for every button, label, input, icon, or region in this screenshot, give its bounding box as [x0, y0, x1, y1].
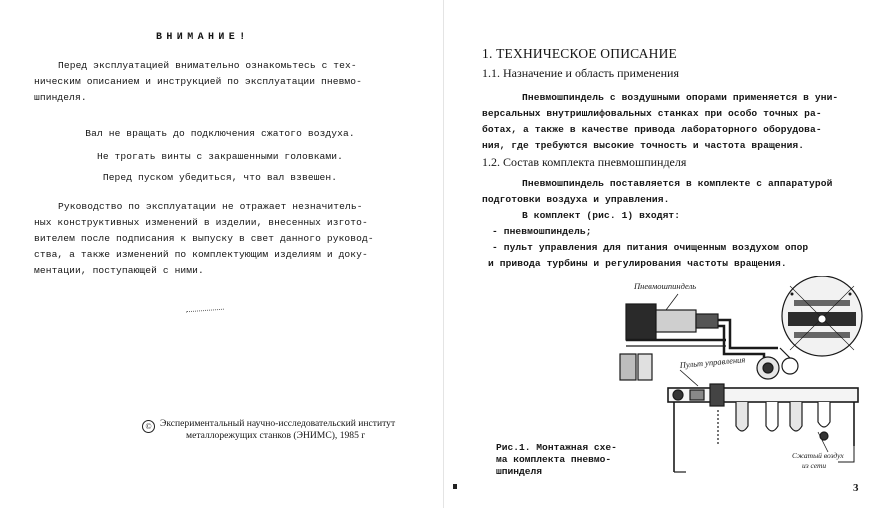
- composition-line: Пневмошпиндель поставляется в комплекте с аппаратурой: [522, 178, 833, 189]
- air-supply-label: Сжатый воздух: [792, 451, 844, 460]
- figure-caption-line: Рис.1. Монтажная схе-: [496, 442, 617, 453]
- attention-title: ВНИМАНИЕ!: [156, 32, 250, 43]
- page-number: 3: [853, 482, 859, 494]
- left-page: [0, 0, 440, 508]
- subsection-heading: 1.1. Назначение и область применения: [482, 66, 679, 80]
- disclaimer-line: ных конструктивных изменений в изделии, внесенных изгото-: [34, 217, 368, 228]
- page-gutter: [443, 0, 444, 508]
- figure-caption-line: ма комплекта пневмо-: [496, 454, 612, 465]
- subsection-heading: 1.2. Состав комплекта пневмошпинделя: [482, 155, 687, 169]
- stray-mark: [186, 309, 224, 314]
- purpose-line: ботах, а также в качестве привода лабораторного оборудова-: [482, 124, 822, 135]
- copyright-icon: ©: [142, 420, 155, 433]
- disclaimer-line: Руководство по эксплуатации не отражает незначитель-: [58, 201, 363, 212]
- assembly-diagram: [618, 276, 866, 480]
- section-title: 1. ТЕХНИЧЕСКОЕ ОПИСАНИЕ: [482, 46, 677, 61]
- intro-line: Перед эксплуатацией внимательно ознакомьтесь с тех-: [58, 60, 357, 71]
- disclaimer-line: ства, а также изменений по комплектующим изделиям и доку-: [34, 249, 368, 260]
- spindle-housing: [626, 304, 656, 340]
- composition-line: и привода турбины и регулирования частоты вращения.: [488, 258, 787, 269]
- purpose-line: Пневмошпиндель с воздушными опорами применяется в уни-: [522, 92, 839, 103]
- composition-line: подготовки воздуха и управления.: [482, 194, 670, 205]
- composition-line: - пневмошпиндель;: [492, 226, 592, 237]
- air-supply-label: из сети: [802, 461, 827, 470]
- composition-line: - пульт управления для питания очищенным воздухом опор: [492, 242, 809, 253]
- warning-line: Не трогать винты с закрашенными головками.: [96, 151, 343, 162]
- disclaimer-line: вителем после подписания к выпуску в свет данного руковод-: [34, 233, 374, 244]
- institute-line: Экспериментальный научно-исследовательский институт: [160, 418, 396, 429]
- figure-caption-line: шпинделя: [496, 466, 543, 477]
- warning-line: Перед пуском убедиться, что вал взвешен.: [102, 172, 338, 183]
- warning-line: Вал не вращать до подключения сжатого воздуха.: [85, 128, 355, 139]
- composition-line: В комплект (рис. 1) входят:: [522, 210, 681, 221]
- disclaimer-line: ментации, поступающей с ними.: [34, 265, 204, 276]
- intro-line: ническим описанием и инструкцией по эксплуатации пневмо-: [34, 76, 363, 87]
- intro-line: шпинделя.: [34, 92, 87, 103]
- institute-line: металлорежущих станков (ЭНИМС), 1985 г: [186, 430, 366, 441]
- spindle-label: Пневмошпиндель: [634, 281, 697, 291]
- purpose-line: версальных внутришлифовальных станках при особо точных ра-: [482, 108, 822, 119]
- purpose-line: ния, где требуются высокие точность и частота вращения.: [482, 140, 805, 151]
- control-panel-label: Пульт управления: [679, 354, 746, 370]
- detail-inset: [782, 276, 862, 356]
